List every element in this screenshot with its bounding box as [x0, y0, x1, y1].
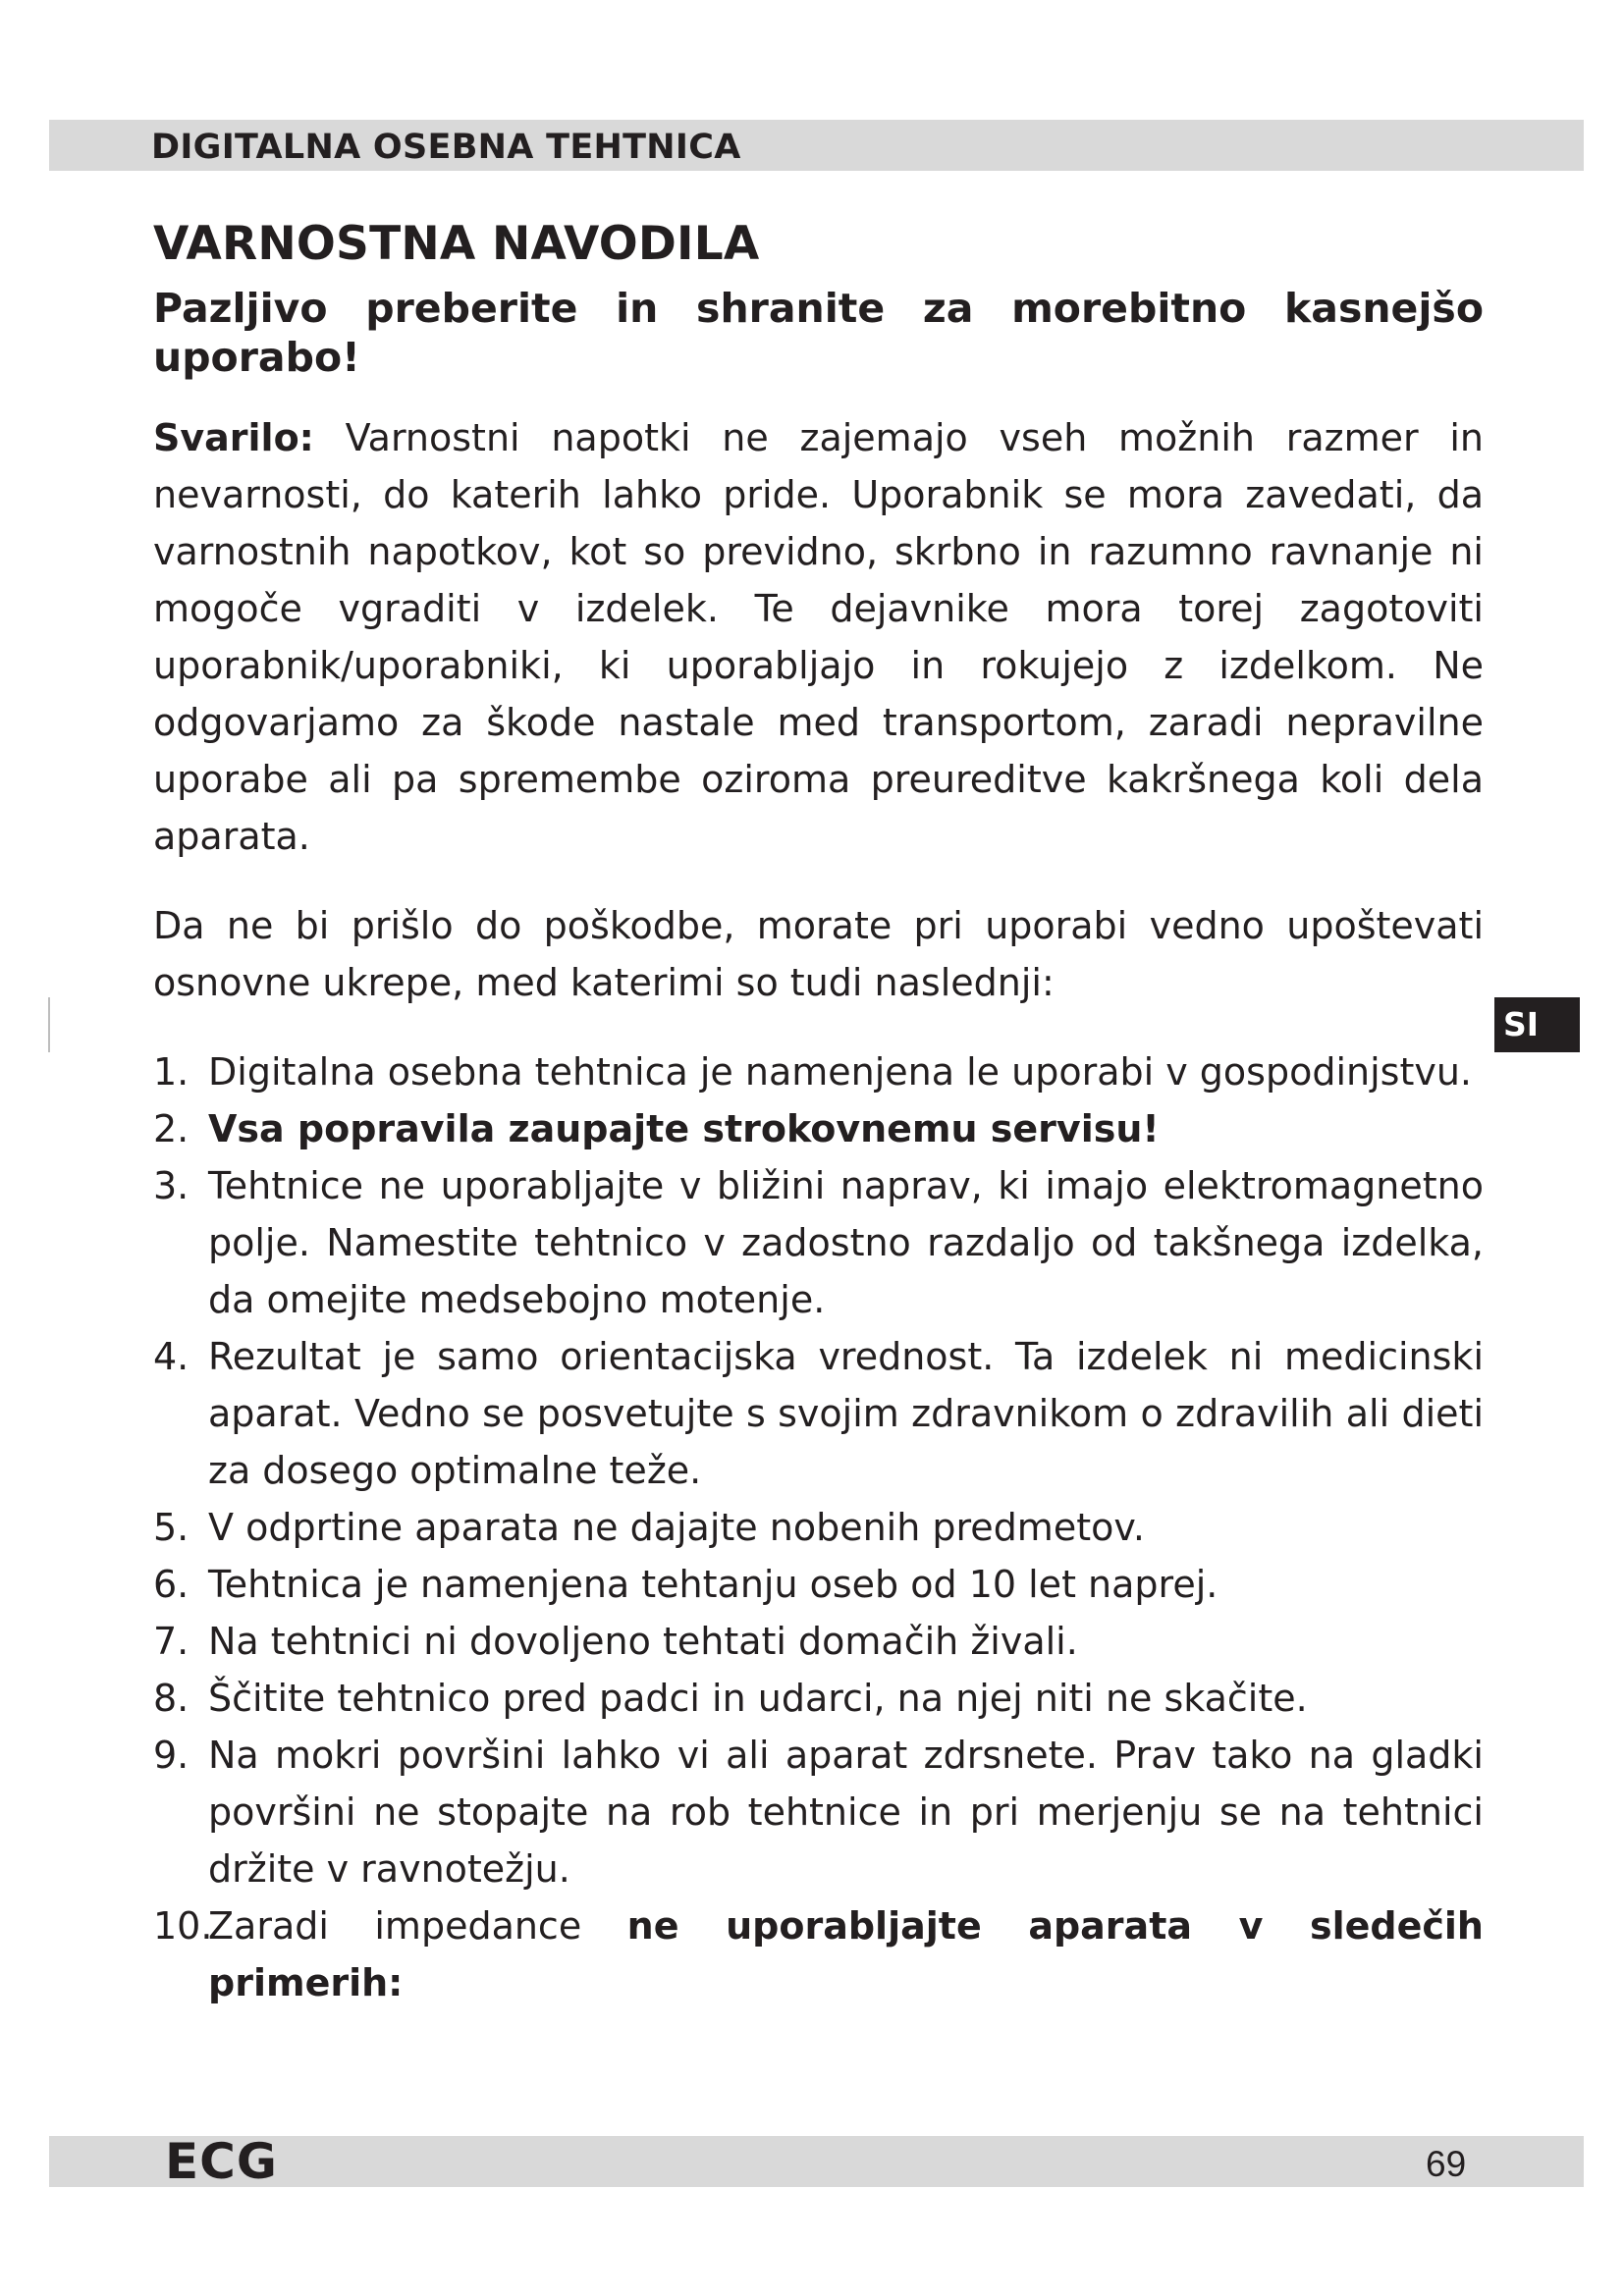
intro-paragraph: Da ne bi prišlo do poškodbe, morate pri uporabi vedno upoštevati osnovne ukrepe, med katerimi so tudi naslednji: — [153, 904, 1484, 1004]
list-item — [153, 1670, 1484, 1727]
list-item-number: 8. — [153, 1677, 189, 1720]
list-item — [153, 1897, 1484, 2011]
footer-band — [49, 2133, 1584, 2190]
list-item — [153, 1556, 1484, 1613]
list-item-text: Tehtnica je namenjena tehtanju oseb od 10 let naprej. — [208, 1563, 1218, 1606]
list-item-text: Na mokri površini lahko vi ali aparat zdrsnete. Prav tako na gladki površini ne stopajte na rob tehtnice in pri merjenju se na tehtnici držite v ravnotežju. — [208, 1734, 1484, 1891]
safety-rules-list — [153, 1043, 1484, 2011]
header-title: DIGITALNA OSEBNA TEHTNICA — [151, 128, 741, 167]
section-subtitle: Pazljivo preberite in shranite za morebitno kasnejšo uporabo! — [153, 285, 1484, 381]
section-title: VARNOSTNA NAVODILA — [153, 217, 760, 271]
list-item-number: 4. — [153, 1335, 189, 1378]
list-item-text: Zaradi impedance — [208, 1904, 627, 1948]
list-item-number: 5. — [153, 1506, 189, 1549]
list-item — [153, 1328, 1484, 1499]
warning-text: Varnostni napotki ne zajemajo vseh možnih razmer in nevarnosti, do katerih lahko pride. Uporabnik se mora zavedati, da varnostnih napotkov, kot so previdno, skrbno in razumno ravnanje ni mogoče vgraditi v izdelek. Te dejavnike mora torej zagotoviti uporabnik/uporabniki, ki uporabljajo in rokujejo z izdelkom. Ne odgovarjamo za škode nastale med transportom, zaradi nepravilne uporabe ali pa spremembe oziroma preureditve kakršnega koli dela aparata. — [153, 416, 1484, 858]
list-item-text: V odprtine aparata ne dajajte nobenih predmetov. — [208, 1506, 1145, 1549]
list-item-text: Digitalna osebna tehtnica je namenjena le uporabi v gospodinjstvu. — [208, 1050, 1473, 1094]
list-item-text: Tehtnice ne uporabljajte v bližini naprav, ki imajo elektromagnetno polje. Namestite tehtnico v zadostno razdaljo od takšnega izdelka, da omejite medsebojno motenje. — [208, 1164, 1484, 1321]
language-tab: SI — [1494, 997, 1580, 1052]
list-item-number: 9. — [153, 1734, 189, 1777]
list-item-number: 1. — [153, 1050, 189, 1094]
list-item-number: 7. — [153, 1620, 189, 1663]
list-item — [153, 1157, 1484, 1328]
list-item-number: 10. — [153, 1904, 213, 1948]
list-item-bold-text: ne uporabljajte aparata v sledečih primerih: — [208, 1904, 1484, 2004]
list-item-text: Na tehtnici ni dovoljeno tehtati domačih živali. — [208, 1620, 1078, 1663]
warning-paragraph — [153, 409, 1484, 865]
main-content — [153, 217, 1484, 2011]
warning-label: Svarilo: — [153, 416, 314, 459]
list-item — [153, 1727, 1484, 1897]
list-item — [153, 1613, 1484, 1670]
margin-mark — [48, 997, 50, 1052]
page-number: 69 — [1426, 2144, 1467, 2184]
list-item-text: Rezultat je samo orientacijska vrednost. Ta izdelek ni medicinski aparat. Vedno se posvetujte s svojim zdravnikom o zdravilih ali dieti za dosego optimalne teže. — [208, 1335, 1484, 1492]
list-item-number: 3. — [153, 1164, 189, 1207]
list-item-text: Ščitite tehtnico pred padci in udarci, na njej niti ne skačite. — [208, 1677, 1308, 1720]
list-item-number: 2. — [153, 1107, 189, 1150]
list-item — [153, 1043, 1484, 1100]
ecg-logo: ECG — [165, 2133, 278, 2190]
list-item-number: 6. — [153, 1563, 189, 1606]
list-item-bold-text: Vsa popravila zaupajte strokovnemu servisu! — [208, 1107, 1160, 1150]
list-item — [153, 1499, 1484, 1556]
list-item — [153, 1100, 1484, 1157]
